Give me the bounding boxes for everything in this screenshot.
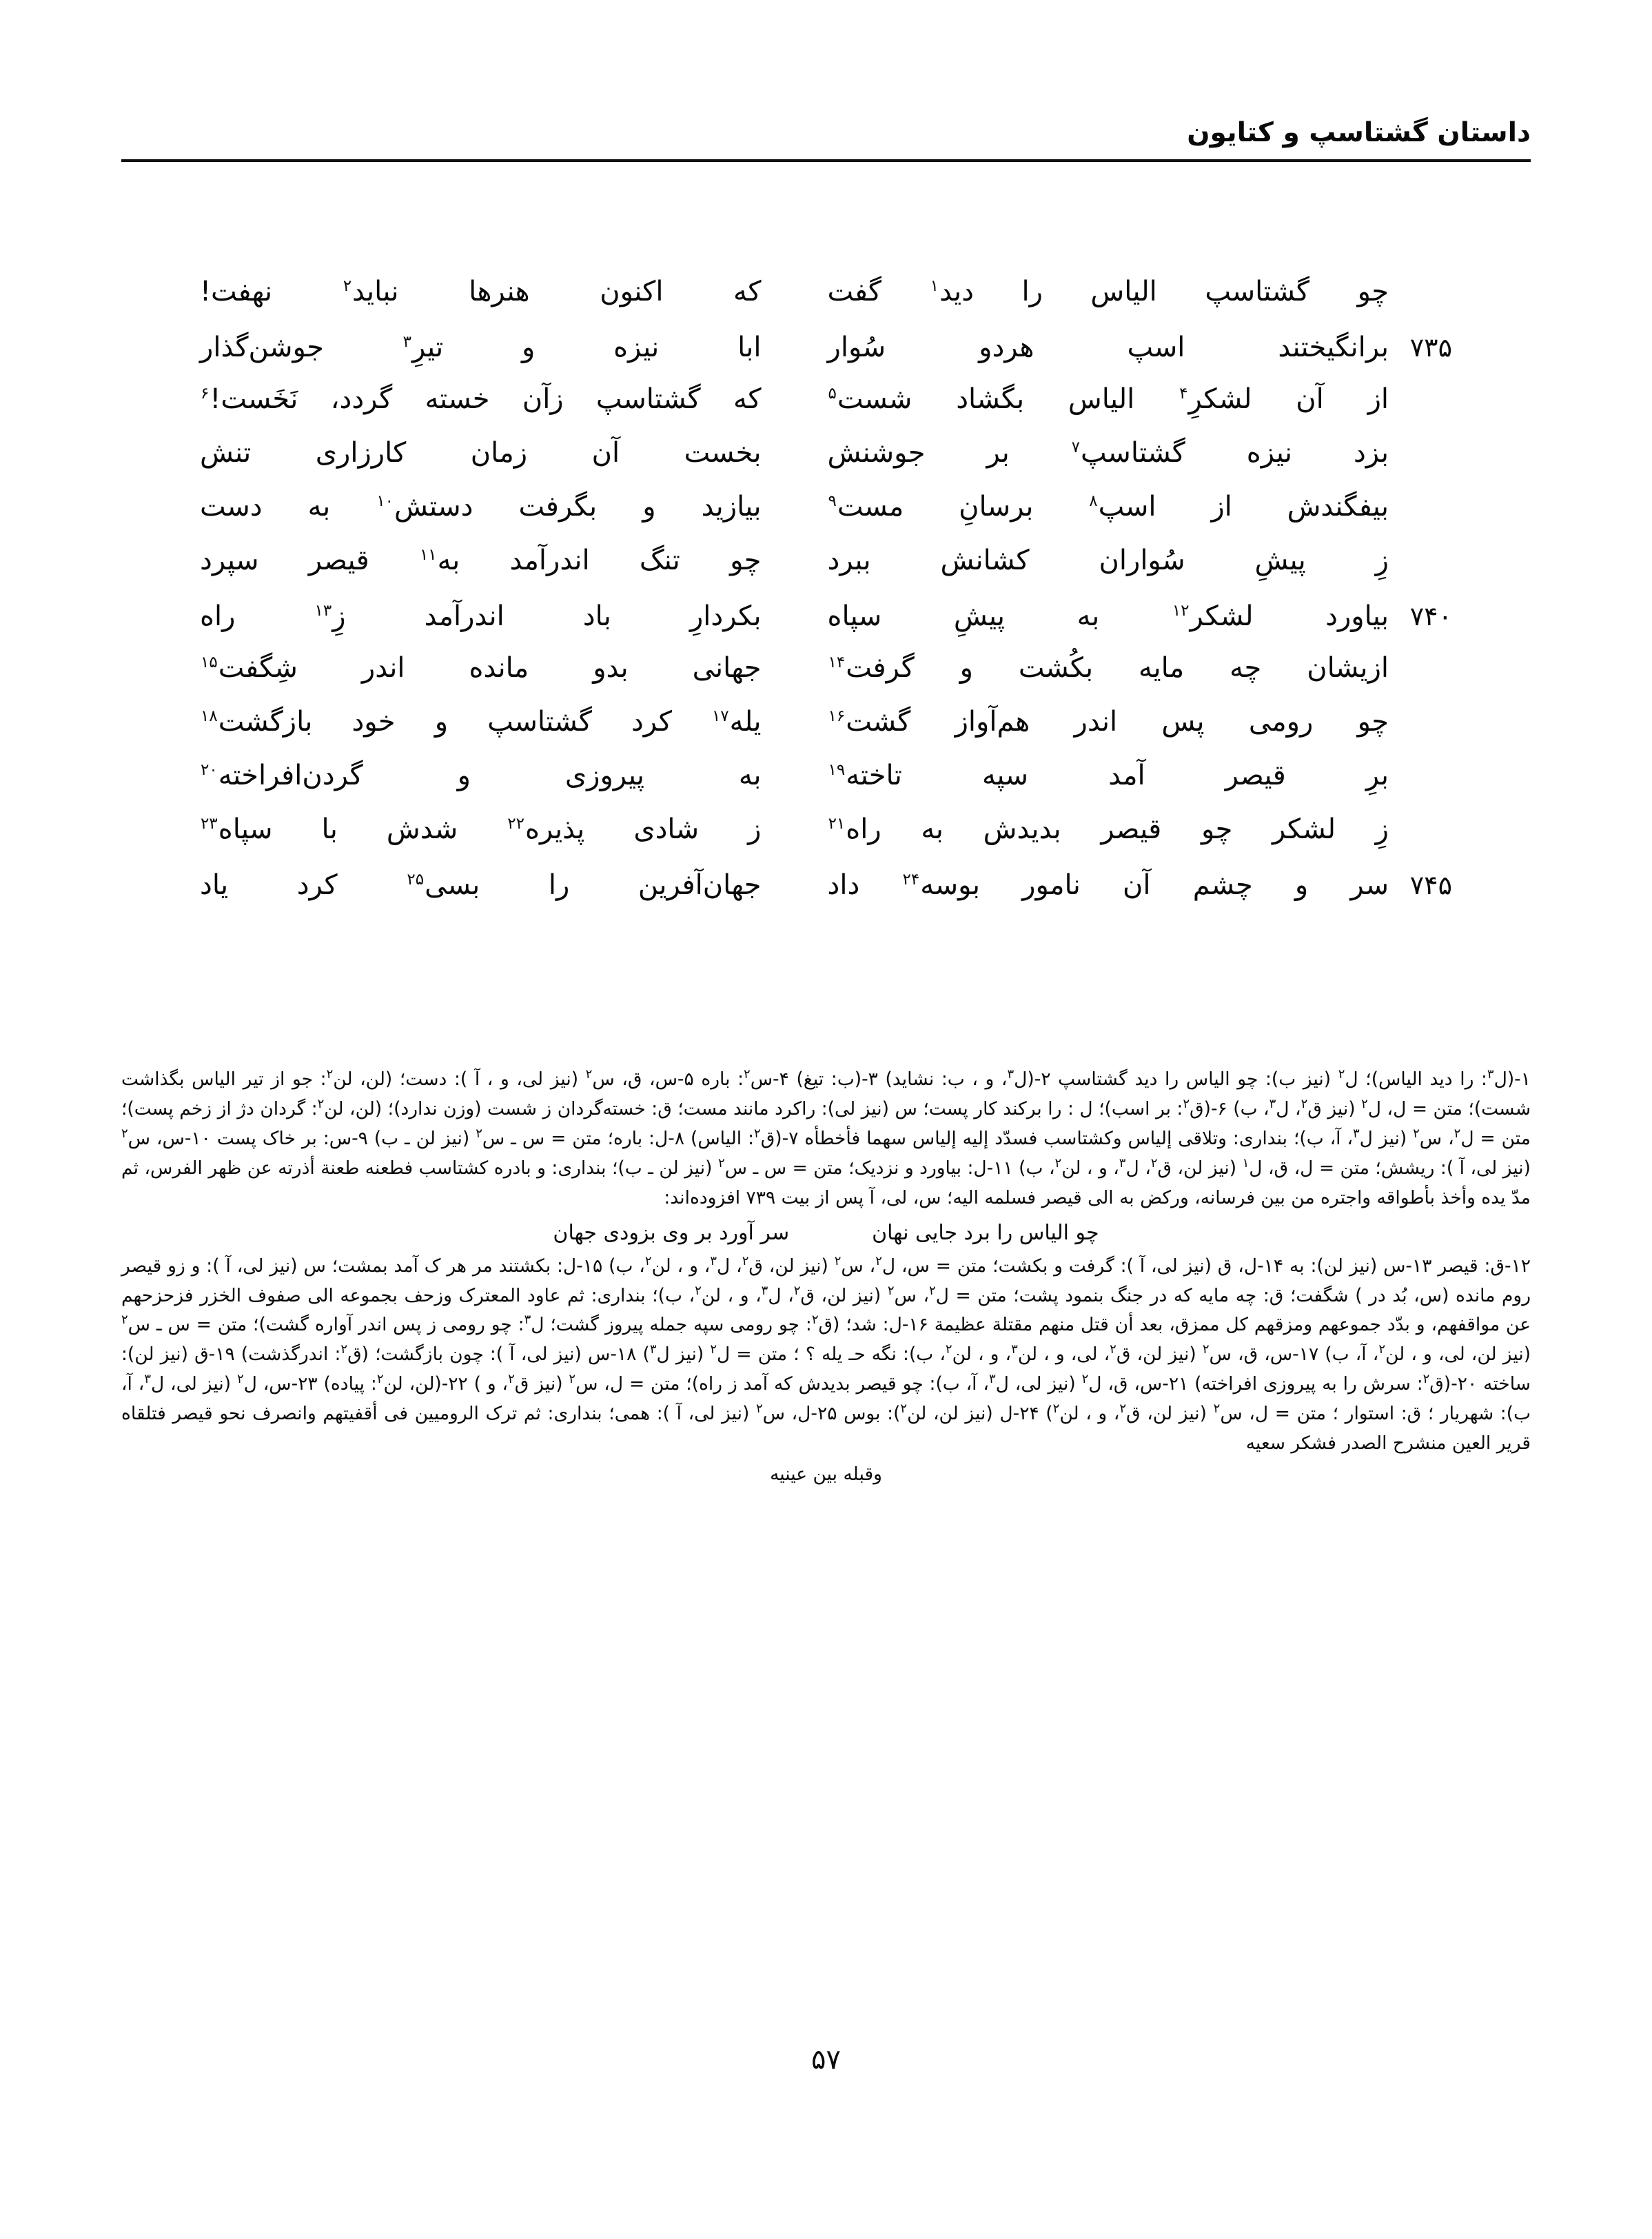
verse-word: هردو bbox=[979, 332, 1034, 363]
manuscript-siglum-superscript: ۲ bbox=[793, 1283, 801, 1298]
footnote-marker[interactable]: ۲۳ bbox=[201, 814, 218, 833]
manuscript-siglum-superscript: ۲ bbox=[695, 1283, 702, 1298]
footnote-marker[interactable]: ۱۸ bbox=[201, 707, 218, 725]
running-head-area bbox=[121, 117, 1531, 162]
verse-number bbox=[1389, 835, 1452, 838]
header-rule bbox=[121, 159, 1531, 162]
hemistich-left bbox=[200, 332, 786, 364]
verse-word: جوشنش bbox=[827, 437, 926, 469]
verse-word: چشم bbox=[1192, 869, 1253, 901]
manuscript-siglum-superscript: ۲ bbox=[1052, 1401, 1060, 1417]
manuscript-siglum-superscript: ۳ bbox=[144, 1372, 152, 1387]
verse-word: تنش bbox=[200, 437, 252, 469]
manuscript-siglum-superscript: ۲ bbox=[1183, 1097, 1190, 1112]
manuscript-siglum-superscript: ۳ bbox=[1007, 1067, 1014, 1082]
hemistich-left bbox=[200, 652, 786, 685]
verse-word: جهانی bbox=[692, 652, 762, 684]
verse-word: بازگشت$^{۱۸}$ bbox=[201, 706, 313, 738]
verse-word: ازیشان bbox=[1307, 652, 1389, 684]
verse-line bbox=[200, 652, 1452, 706]
manuscript-siglum-superscript: ۲ bbox=[834, 1253, 842, 1268]
verse-word: آن bbox=[591, 437, 620, 469]
footnote-paragraph-2: ۱۲-ق: قیصر ۱۳-س (نیز لن): به ۱۴-ل، ق (نیز لی، آ ): گرفت و بکشت؛ متن = س، ل$^۲$، س$^۲$ (نیز لن، ق$^۲$، ل$^۳$، و ، لن$^۲$، ب) ۱۵-ل: بکشتند مر هر ک آمد بمشت؛ س (نیز لی، آ ): و زو قیصر روم مانده (س، بُد در ) شگفت؛ ق: چه مایه که در جنگ بنمود پشت؛ متن = ل$^۲$، س$^۲$ (نیز لن، ق$^۲$، ل$^۳$، و ، لن$^۲$، ب)؛ بنداری: ثم عاود المعترک وزحف بجموعه الی صفوف الخزر فزحزحهم عن مواقفهم، و بدّد جموعهم ومزقهم کل ممزق، بعد أن قتل منهم مقتلة عظیمة ۱۶-ل: شد؛ (ق$^۲$: چو رومی سپه جمله پیروز گشت؛ ل$^۳$: چو رومی ز پس اندر آواره گشت)؛ متن = س ـ س$^۲$ (نیز لن، لی، و ، لن$^۲$، آ، ب) ۱۷-س، ق، س$^۲$ (نیز لن، ق$^۲$، لی، و ، لن$^۳$، و ، لن$^۲$، ب): نگه حـ یله ؟ ؛ متن = ل$^۲$ (نیز ل$^۳$) ۱۸-س (نیز لی، آ ): چون بازگشت؛ (ق$^۲$: اندرگذشت) ۱۹-ق (نیز لن): ساخته ۲۰-(ق$^۲$: سرش را به پیروزی افراخته) ۲۱-س، ق، ل$^۲$ (نیز لی، ل$^۳$، آ، ب): چو قیصر بدیدش که آمد ز راه)؛ متن = ل، س$^۲$ (نیز ق$^۲$، و ) ۲۲-(لن، لن$^۲$: پیاده) ۲۳-س، ل$^۲$ (نیز لی، ل$^۳$، آ، ب): شهریار ؛ ق: استوار ؛ متن = ل، س$^۲$ (نیز لن، ق$^۲$، و ، لن$^۲$) ۲۴-ل (نیز لن، لن$^۲$): بوس ۲۵-ل، س$^۲$ (نیز لی، آ ): همی؛ بنداری: ثم ترک الرومیین فی أقفیتهم وانصرف نحو قیصر فتلقاه قریر العین منشرح الصدر فشکر سعیه bbox=[121, 1253, 1531, 1455]
verse-word: برِ bbox=[1365, 760, 1389, 791]
verse-word: نامور bbox=[1022, 869, 1081, 901]
manuscript-siglum-superscript: ۲ bbox=[1213, 1401, 1221, 1417]
verse-word: دست bbox=[200, 491, 263, 523]
verse-word: بر bbox=[986, 437, 1010, 469]
verse-word: رومی bbox=[1248, 706, 1314, 738]
verse-word: خسته bbox=[425, 383, 490, 415]
verse-line bbox=[200, 760, 1452, 813]
verse-word: چو bbox=[730, 545, 762, 576]
verse-word: راه bbox=[200, 600, 236, 632]
verse-word: اندرآمد bbox=[424, 600, 504, 632]
verse-word: مست$^۹$ bbox=[828, 491, 904, 523]
verse-word: شادی bbox=[633, 813, 700, 845]
hemistich-right bbox=[786, 869, 1389, 902]
verse-word: سپاه$^{۲۳}$ bbox=[201, 813, 273, 845]
verse-word: اکنون bbox=[600, 276, 664, 307]
verse-word: از bbox=[1211, 491, 1232, 523]
inserted-verse-hemistich-right: چو الیاس را برد جایی نهان bbox=[872, 1220, 1099, 1245]
verse-word: شِگفت$^{۱۵}$ bbox=[201, 652, 298, 684]
footnote-marker[interactable]: ۲۴ bbox=[902, 870, 920, 889]
manuscript-siglum-superscript: ۲ bbox=[929, 1283, 936, 1298]
manuscript-siglum-superscript: ۲ bbox=[317, 1097, 325, 1112]
verse-word: شست$^۵$ bbox=[828, 383, 912, 415]
verse-word: پیشِ bbox=[1254, 545, 1306, 576]
footnote-marker[interactable]: ۱۰ bbox=[376, 492, 394, 510]
verse-word: لشکر bbox=[1272, 813, 1336, 845]
verse-line bbox=[200, 813, 1452, 867]
verse-word: بیازید bbox=[701, 491, 762, 523]
verse-line bbox=[200, 383, 1452, 437]
manuscript-siglum-superscript: ۲ bbox=[900, 1401, 908, 1417]
verse-number bbox=[1389, 513, 1452, 516]
verse-number bbox=[1389, 782, 1452, 784]
verse-word: گردد، bbox=[330, 383, 393, 415]
hemistich-right bbox=[786, 813, 1389, 846]
footnote-marker[interactable]: ۵ bbox=[828, 384, 837, 403]
verse-word: به$^{۱۱}$ bbox=[419, 545, 460, 576]
verse-number bbox=[1389, 405, 1452, 408]
manuscript-siglum-superscript: ۲ bbox=[1054, 1155, 1062, 1171]
verse-word: پس bbox=[1161, 706, 1205, 738]
verse-word: راه$^{۲۱}$ bbox=[828, 813, 881, 845]
verse-word: گشتاسپ bbox=[1205, 276, 1310, 307]
verse-word: بکُشت bbox=[1018, 652, 1094, 684]
hemistich-left bbox=[200, 813, 786, 846]
verse-line bbox=[200, 598, 1452, 652]
manuscript-siglum-superscript: ۲ bbox=[887, 1283, 895, 1298]
verse-word: مانده bbox=[469, 652, 529, 684]
footnote-marker[interactable]: ۳ bbox=[402, 332, 411, 351]
footnote-marker[interactable]: ۴ bbox=[1179, 384, 1188, 403]
verse-number bbox=[1389, 459, 1452, 462]
verse-line bbox=[200, 867, 1452, 921]
manuscript-siglum-superscript: ۲ bbox=[1119, 1401, 1127, 1417]
manuscript-siglum-superscript: ۲ bbox=[569, 1372, 576, 1387]
running-head-title: داستان گشتاسپ و کتایون bbox=[1187, 117, 1531, 148]
manuscript-siglum-superscript: ۲ bbox=[811, 1313, 819, 1328]
footnote-marker[interactable]: ۶ bbox=[201, 384, 210, 403]
verse-word: گشتاسپ$^۷$ bbox=[1071, 437, 1185, 469]
verse-word: گردن‌افراخته$^{۲۰}$ bbox=[201, 760, 363, 791]
verse-word: را bbox=[1021, 276, 1043, 307]
manuscript-siglum-superscript: ۲ bbox=[1454, 1126, 1461, 1142]
verse-word: سپه bbox=[981, 760, 1028, 791]
verse-line bbox=[200, 706, 1452, 760]
footnote-marker[interactable]: ۱۶ bbox=[828, 707, 846, 725]
verse-word: بیاورد bbox=[1325, 600, 1389, 632]
manuscript-siglum-superscript: ۳ bbox=[710, 1253, 717, 1268]
verse-word: به bbox=[738, 760, 762, 791]
verse-number bbox=[1389, 567, 1452, 569]
verse-word: و bbox=[959, 652, 973, 684]
verse-word: نباید$^۲$ bbox=[343, 276, 399, 307]
inserted-verse-hemistich-left: سر آورد بر وی بزودی جهان bbox=[553, 1220, 790, 1245]
verse-word: به bbox=[307, 491, 331, 523]
verse-word: الیاس bbox=[1068, 383, 1135, 415]
verse-word: تیرِ$^۳$ bbox=[402, 332, 444, 363]
verse-word: بکردارِ bbox=[689, 600, 762, 632]
verse-word: چو bbox=[1357, 706, 1389, 738]
verse-word: زآن bbox=[522, 383, 564, 415]
footnote-marker[interactable]: ۲۱ bbox=[828, 814, 846, 833]
verse-word: نیزه bbox=[613, 332, 660, 363]
verse-word: چو bbox=[1357, 276, 1389, 307]
verse-word: پذیره$^{۲۲}$ bbox=[507, 813, 585, 845]
manuscript-siglum-superscript: ۲ bbox=[1413, 1126, 1420, 1142]
verse-word: اسپ$^۸$ bbox=[1089, 491, 1156, 523]
manuscript-siglum-superscript: ۲ bbox=[1081, 1372, 1089, 1387]
verse-word: یله$^{۱۷}$ bbox=[711, 706, 762, 738]
hemistich-right bbox=[786, 652, 1389, 685]
manuscript-siglum-superscript: ۳ bbox=[761, 1283, 768, 1298]
hemistich-right bbox=[786, 600, 1389, 633]
verse-word: نیزه bbox=[1246, 437, 1293, 469]
verse-word: بخست bbox=[684, 437, 762, 469]
verse-number: ۷۴۵ bbox=[1409, 870, 1452, 900]
verse-word: ببرد bbox=[827, 545, 871, 576]
manuscript-siglum-superscript: ۳ bbox=[524, 1313, 531, 1328]
manuscript-siglum-superscript: ۲ bbox=[1110, 1342, 1116, 1357]
verse-word: آمد bbox=[1108, 760, 1145, 791]
verse-number: ۷۴۰ bbox=[1409, 601, 1452, 631]
footnote-inserted-verse bbox=[121, 1219, 1531, 1248]
verse-word: گشت$^{۱۶}$ bbox=[828, 706, 911, 738]
verse-word: و bbox=[642, 491, 656, 523]
verse-word: مایه bbox=[1139, 652, 1185, 684]
verse-word: بسی$^{۲۵}$ bbox=[407, 869, 480, 901]
verse-word: پیشِ bbox=[953, 600, 1006, 632]
footnote-marker[interactable]: ۲۲ bbox=[507, 814, 524, 833]
footnote-marker[interactable]: ۱۷ bbox=[711, 707, 729, 725]
manuscript-siglum-superscript: ۲ bbox=[875, 1253, 882, 1268]
verse-word: کرد bbox=[631, 706, 672, 738]
footnote-marker[interactable]: ۱۳ bbox=[314, 601, 332, 620]
verse-number bbox=[1389, 298, 1452, 301]
manuscript-siglum-superscript: ۲ bbox=[1338, 1067, 1345, 1082]
verse-word: به bbox=[921, 813, 944, 845]
manuscript-siglum-superscript: ۱ bbox=[1242, 1155, 1250, 1171]
verse-word: اسپ bbox=[1127, 332, 1185, 363]
manuscript-siglum-superscript: ۳ bbox=[1353, 1126, 1360, 1142]
verse-word: با bbox=[321, 813, 338, 845]
manuscript-siglum-superscript: ۳ bbox=[1269, 1097, 1276, 1112]
manuscript-siglum-superscript: ۲ bbox=[1422, 1372, 1430, 1387]
manuscript-siglum-superscript: ۲ bbox=[1150, 1155, 1158, 1171]
verse-word: بدیدش bbox=[983, 813, 1061, 845]
hemistich-right bbox=[786, 383, 1389, 416]
verse-word: داد bbox=[827, 869, 860, 901]
verse-word: ز bbox=[748, 813, 762, 845]
verse-word: بگرفت bbox=[518, 491, 598, 523]
manuscript-siglum-superscript: ۲ bbox=[1378, 1342, 1385, 1357]
hemistich-left bbox=[200, 760, 786, 792]
verse-word: جوشن‌گذار bbox=[200, 332, 324, 363]
hemistich-left bbox=[200, 600, 786, 633]
hemistich-right bbox=[786, 760, 1389, 792]
manuscript-siglum-superscript: ۲ bbox=[340, 1342, 348, 1357]
hemistich-left bbox=[200, 706, 786, 738]
verse-word: آن bbox=[1296, 383, 1324, 415]
verse-number: ۷۳۵ bbox=[1409, 332, 1452, 363]
verse-word: و bbox=[434, 706, 449, 738]
verse-word: جهان‌آفرین bbox=[638, 869, 762, 901]
verse-word: پیروزی bbox=[564, 760, 645, 791]
verse-word: گشتاسپ bbox=[595, 383, 701, 415]
verse-number bbox=[1389, 674, 1452, 677]
manuscript-siglum-superscript: ۲ bbox=[376, 1372, 384, 1387]
verse-word: قیصر bbox=[308, 545, 369, 576]
verse-word: اندر bbox=[1074, 706, 1118, 738]
verse-word: لشکرِ$^۴$ bbox=[1179, 383, 1252, 415]
verse-line bbox=[200, 491, 1452, 545]
manuscript-siglum-superscript: ۲ bbox=[945, 1342, 952, 1357]
manuscript-siglum-superscript: ۳ bbox=[1011, 1342, 1018, 1357]
verse-word: بیفگندش bbox=[1287, 491, 1389, 523]
hemistich-left bbox=[200, 869, 786, 902]
verse-line bbox=[200, 545, 1452, 598]
verse-word: قیصر bbox=[1101, 813, 1162, 845]
verse-word: تاخته$^{۱۹}$ bbox=[828, 760, 902, 791]
footnote-marker[interactable]: ۸ bbox=[1089, 492, 1098, 510]
verse-word: زِ bbox=[1375, 813, 1389, 845]
manuscript-siglum-superscript: ۲ bbox=[1202, 1342, 1210, 1357]
hemistich-left bbox=[200, 545, 786, 577]
verse-line bbox=[200, 330, 1452, 383]
verse-word: زِ bbox=[1375, 545, 1389, 576]
verse-word: را bbox=[548, 869, 570, 901]
manuscript-siglum-superscript: ۳ bbox=[988, 1372, 996, 1387]
manuscript-siglum-superscript: ۲ bbox=[1361, 1097, 1368, 1112]
verse-word: چه bbox=[1230, 652, 1262, 684]
manuscript-siglum-superscript: ۲ bbox=[585, 1067, 593, 1082]
verse-word: که bbox=[733, 276, 762, 307]
manuscript-siglum-superscript: ۳ bbox=[649, 1342, 657, 1357]
manuscript-siglum-superscript: ۳ bbox=[1487, 1067, 1494, 1082]
footnote-arabic-tail: وقبله بین عینیه bbox=[770, 1463, 882, 1486]
verse-word: ابا bbox=[737, 332, 762, 363]
hemistich-right bbox=[786, 276, 1389, 308]
hemistich-left bbox=[200, 276, 786, 308]
hemistich-left bbox=[200, 491, 786, 523]
footnote-marker[interactable]: ۲ bbox=[343, 276, 352, 295]
verse-word: گشتاسپ bbox=[487, 706, 592, 738]
footnote-paragraph-1: ۱-(ل$^۳$: را دید الیاس)؛ ل$^۲$ (نیز ب): چو الیاس را دید گشتاسپ ۲-(ل$^۳$، و ، ب: نشاید) ۳-(ب: تیغ) ۴-س$^۲$: باره ۵-س، ق، س$^۲$ (نیز لی، و ، آ ): دست؛ (لن، لن$^۲$: جو از تیر الیاس بگذاشت شست)؛ متن = ل، ل$^۲$ (نیز ق$^۲$، ل$^۳$، ب) ۶-(ق$^۲$: بر اسب)؛ ل : را برکند کار پست؛ س (نیز لی): راکرد مانند مست؛ ق: خسته‌گردان ز شست (وزن ندارد)؛ (لن، لن$^۲$: گردان دژ از زخم پست)؛ متن = ل$^۲$، س$^۲$ (نیز ل$^۳$، آ، ب)؛ بنداری: وتلاقی إلیاس وکشتاسب فسدّد إلیه إلیاس سهما فأخطأه ۷-(ق$^۲$: الیاس) ۸-ل: باره؛ متن = س ـ س$^۲$ (نیز لن ـ ب) ۹-س: بر خاک پست ۱۰-س، س$^۲$ (نیز لی، آ ): ریشش؛ متن = ل، ق، ل$^۱$ (نیز لن، ق$^۲$، ل$^۳$، و ، لن$^۲$، ب) ۱۱-ل: بیاورد و نزدیک؛ متن = س ـ س$^۲$ (نیز لن ـ ب)؛ بنداری: و بادره کشتاسب فطعنه طعنة أذرته عن ظهر الفرس، ثم مدّ یده وأخذ بأطواقه واجتره من بین فرسانه، ورکض به الی قیصر فسلمه الیه؛ س، لی، آ پس از بیت ۷۳۹ افزوده‌اند: bbox=[121, 1067, 1531, 1208]
manuscript-siglum-superscript: ۳ bbox=[1119, 1155, 1126, 1171]
verse-word: برسانِ bbox=[959, 491, 1034, 523]
verse-word: کشانش bbox=[940, 545, 1030, 576]
manuscript-siglum-superscript: ۲ bbox=[742, 1253, 749, 1268]
verse-word: نَخَست!$^۶$ bbox=[201, 383, 298, 415]
hemistich-left bbox=[200, 437, 786, 469]
verse-word: کارزاری bbox=[315, 437, 407, 469]
verse-word: هنرها bbox=[469, 276, 530, 307]
verse-word: یاد bbox=[200, 869, 229, 901]
verse-number bbox=[1389, 728, 1452, 731]
verse-word: و bbox=[522, 332, 536, 363]
footnote-apparatus bbox=[121, 1065, 1531, 1491]
verse-word: سپاه bbox=[827, 600, 882, 632]
manuscript-siglum-superscript: ۲ bbox=[1301, 1097, 1308, 1112]
hemistich-right bbox=[786, 437, 1389, 469]
verse-word: بدو bbox=[593, 652, 629, 684]
manuscript-siglum-superscript: ۲ bbox=[754, 1126, 761, 1142]
verse-word: زِ$^{۱۳}$ bbox=[314, 600, 346, 632]
verse-word: کرد bbox=[296, 869, 338, 901]
footnote-marker[interactable]: ۱ bbox=[930, 276, 939, 295]
hemistich-right bbox=[786, 332, 1389, 364]
verse-word: که bbox=[733, 383, 762, 415]
verse-word: هم‌آواز bbox=[955, 706, 1030, 738]
verse-word: گفت bbox=[827, 276, 882, 307]
verse-word: به bbox=[1077, 600, 1100, 632]
verse-word: سُوار bbox=[827, 332, 886, 363]
verse-word: باد bbox=[582, 600, 611, 632]
manuscript-siglum-superscript: ۲ bbox=[508, 1372, 515, 1387]
verse-word: سر bbox=[1350, 869, 1389, 901]
hemistich-right bbox=[786, 491, 1389, 523]
manuscript-siglum-superscript: ۲ bbox=[236, 1372, 244, 1387]
verse-word: قیصر bbox=[1225, 760, 1286, 791]
manuscript-siglum-superscript: ۲ bbox=[710, 1342, 717, 1357]
footnote-marker[interactable]: ۹ bbox=[828, 492, 837, 510]
verse-word: دستش$^{۱۰}$ bbox=[376, 491, 473, 523]
manuscript-siglum-superscript: ۲ bbox=[755, 1401, 763, 1417]
verse-word: دید$^۱$ bbox=[930, 276, 974, 307]
verse-word: و bbox=[1294, 869, 1309, 901]
verse-word: بوسه$^{۲۴}$ bbox=[902, 869, 980, 901]
verse-word: بزد bbox=[1353, 437, 1389, 469]
manuscript-siglum-superscript: ۲ bbox=[326, 1067, 334, 1082]
hemistich-left bbox=[200, 383, 786, 416]
manuscript-siglum-superscript: ۲ bbox=[476, 1126, 482, 1142]
verse-word: سُواران bbox=[1099, 545, 1185, 576]
verse-word: از bbox=[1367, 383, 1389, 415]
manuscript-siglum-superscript: ۲ bbox=[121, 1313, 128, 1328]
verse-word: تنگ bbox=[639, 545, 680, 576]
verse-word: بگشاد bbox=[956, 383, 1025, 415]
footnote-marker[interactable]: ۲۵ bbox=[407, 870, 425, 889]
verse-word: اندر bbox=[361, 652, 405, 684]
verse-line bbox=[200, 437, 1452, 491]
verse-word: الیاس bbox=[1090, 276, 1157, 307]
hemistich-right bbox=[786, 545, 1389, 577]
verse-word: نهفت! bbox=[200, 276, 273, 307]
verse-word: گرفت$^{۱۴}$ bbox=[828, 652, 915, 684]
footnote-marker[interactable]: ۷ bbox=[1071, 438, 1081, 456]
footnote-marker[interactable]: ۲۰ bbox=[201, 760, 218, 779]
footnote-marker[interactable]: ۱۵ bbox=[201, 653, 218, 671]
verse-word: اندرآمد bbox=[509, 545, 590, 576]
footnote-marker[interactable]: ۱۱ bbox=[419, 545, 437, 564]
manuscript-siglum-superscript: ۲ bbox=[744, 1067, 751, 1082]
verse-word: برانگیختند bbox=[1278, 332, 1389, 363]
footnote-marker[interactable]: ۱۴ bbox=[828, 653, 846, 671]
verse-line bbox=[200, 276, 1452, 330]
verse-word: زمان bbox=[470, 437, 528, 469]
manuscript-siglum-superscript: ۲ bbox=[121, 1126, 128, 1142]
verse-word: آن bbox=[1123, 869, 1151, 901]
folio-number: ۵۷ bbox=[811, 2044, 841, 2076]
verse-word: خود bbox=[351, 706, 396, 738]
verse-block bbox=[200, 276, 1452, 921]
footnote-marker[interactable]: ۱۲ bbox=[1172, 601, 1190, 620]
verse-word: چو bbox=[1201, 813, 1233, 845]
footnote-marker[interactable]: ۱۹ bbox=[828, 760, 846, 779]
manuscript-siglum-superscript: ۲ bbox=[644, 1253, 652, 1268]
verse-word: و bbox=[457, 760, 471, 791]
hemistich-right bbox=[786, 706, 1389, 738]
verse-word: لشکر$^{۱۲}$ bbox=[1172, 600, 1254, 632]
verse-word: شدش bbox=[386, 813, 458, 845]
verse-word: سپرد bbox=[200, 545, 259, 576]
manuscript-siglum-superscript: ۲ bbox=[717, 1155, 725, 1171]
